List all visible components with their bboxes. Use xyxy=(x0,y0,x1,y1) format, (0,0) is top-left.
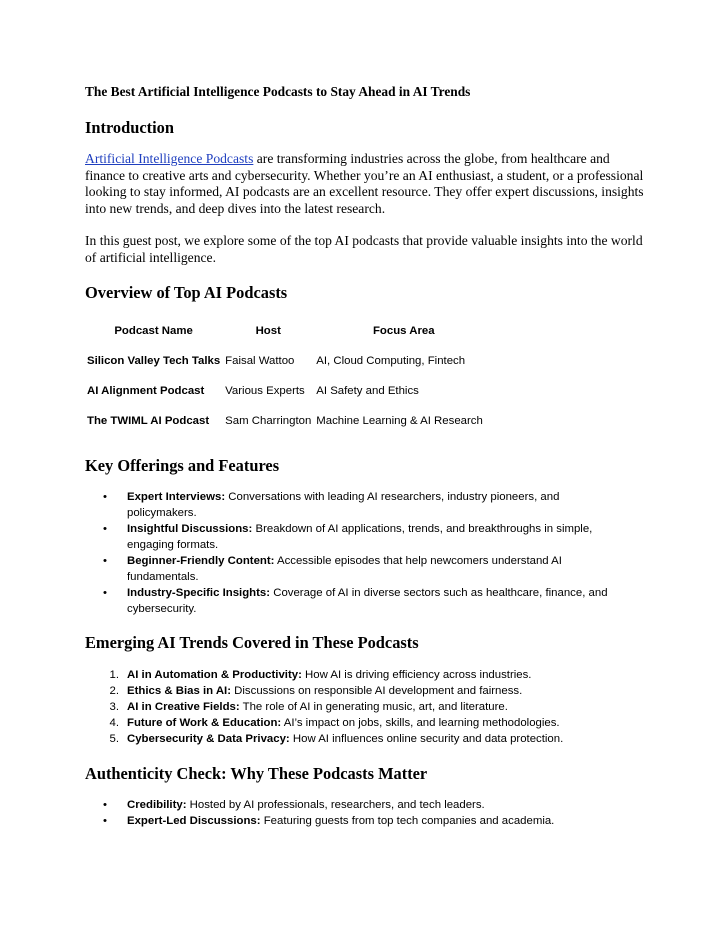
list-item-lead: Insightful Discussions: xyxy=(127,523,253,535)
podcast-name-cell: Silicon Valley Tech Talks xyxy=(87,355,221,367)
list-item-text: Hosted by AI professionals, researchers, and tech leaders. xyxy=(186,799,485,811)
table-row xyxy=(85,346,494,376)
host-cell: Various Experts xyxy=(225,385,305,397)
list-item-text: The role of AI in generating music, art, and literature. xyxy=(239,701,508,713)
list-item-lead: Beginner-Friendly Content: xyxy=(127,555,275,567)
introduction-paragraph-2: In this guest post, we explore some of the top AI podcasts that provide valuable insights into the world of artificial intelligence. xyxy=(85,233,643,265)
list-item xyxy=(85,731,615,747)
podcast-table xyxy=(85,316,494,436)
list-item xyxy=(85,667,615,683)
list-item-number: 5. xyxy=(109,733,119,745)
table-row xyxy=(85,376,494,406)
table-header-row xyxy=(85,316,494,346)
column-header-host: Host xyxy=(255,325,281,337)
list-item-number: 3. xyxy=(109,701,119,713)
authenticity-list xyxy=(85,797,615,829)
list-item-text: Featuring guests from top tech companies and academia. xyxy=(260,815,555,827)
list-item xyxy=(85,553,615,585)
list-item-lead: Cybersecurity & Data Privacy: xyxy=(127,733,290,745)
list-item-lead: Expert-Led Discussions: xyxy=(127,815,261,827)
list-item xyxy=(85,813,615,829)
authenticity-heading: Authenticity Check: Why These Podcasts Matter xyxy=(85,764,428,783)
introduction-paragraph-1 xyxy=(85,151,645,217)
list-item xyxy=(85,699,615,715)
list-item xyxy=(85,715,615,731)
focus-area-cell: AI Safety and Ethics xyxy=(316,385,419,397)
list-item-text: How AI is driving efficiency across industries. xyxy=(301,669,532,681)
list-item-text: AI’s impact on jobs, skills, and learning methodologies. xyxy=(281,717,560,729)
list-item-lead: Future of Work & Education: xyxy=(127,717,282,729)
ai-podcasts-link[interactable]: Artificial Intelligence Podcasts xyxy=(85,151,254,166)
list-item-text: Discussions on responsible AI development and fairness. xyxy=(231,685,523,697)
list-item-text: How AI influences online security and data protection. xyxy=(289,733,564,745)
focus-area-cell: AI, Cloud Computing, Fintech xyxy=(316,355,466,367)
overview-heading: Overview of Top AI Podcasts xyxy=(85,283,288,302)
trends-heading: Emerging AI Trends Covered in These Podcasts xyxy=(85,633,419,652)
column-header-podcast-name: Podcast Name xyxy=(114,325,193,337)
list-item xyxy=(85,683,615,699)
list-item-text: Coverage of AI in diverse sectors such as healthcare, finance, and cybersecurity. xyxy=(127,587,608,615)
list-item-lead: AI in Automation & Productivity: xyxy=(127,669,302,681)
host-cell: Faisal Wattoo xyxy=(225,355,295,367)
introduction-heading: Introduction xyxy=(85,118,174,137)
introduction-paragraph-1-text: are transforming industries across the globe, from healthcare and finance to creative arts and cybersecurity. Whether you’re an AI enthusiast, a student, or a professional looking to stay informed, AI podcasts are an excellent resource. They offer expert discussions, insights into new trends, and deep dives into the latest research. xyxy=(85,151,644,216)
podcast-name-cell: AI Alignment Podcast xyxy=(87,385,205,397)
table-row xyxy=(85,406,494,436)
focus-area-cell: Machine Learning & AI Research xyxy=(316,415,483,427)
list-item-lead: AI in Creative Fields: xyxy=(127,701,240,713)
offerings-list xyxy=(85,489,615,617)
list-item-number: 4. xyxy=(109,717,119,729)
list-item-text: Breakdown of AI applications, trends, and breakthroughs in simple, engaging formats. xyxy=(127,523,593,551)
trends-list xyxy=(85,667,615,747)
document-title: The Best Artificial Intelligence Podcasts to Stay Ahead in AI Trends xyxy=(85,84,471,99)
offerings-heading: Key Offerings and Features xyxy=(85,456,280,475)
list-item-lead: Ethics & Bias in AI: xyxy=(127,685,232,697)
list-item-number: 2. xyxy=(109,685,119,697)
column-header-focus-area: Focus Area xyxy=(372,325,435,337)
list-item-lead: Credibility: xyxy=(127,799,187,811)
list-item xyxy=(85,521,615,553)
list-item-lead: Industry-Specific Insights: xyxy=(127,587,271,599)
list-item xyxy=(85,585,615,617)
list-item xyxy=(85,489,615,521)
list-item xyxy=(85,797,615,813)
list-item-text: Conversations with leading AI researchers, industry pioneers, and policymakers. xyxy=(127,491,560,519)
list-item-text: Accessible episodes that help newcomers understand AI fundamentals. xyxy=(127,555,562,583)
host-cell: Sam Charrington xyxy=(225,415,312,427)
list-item-number: 1. xyxy=(109,669,119,681)
podcast-name-cell: The TWIML AI Podcast xyxy=(87,415,210,427)
list-item-lead: Expert Interviews: xyxy=(127,491,226,503)
